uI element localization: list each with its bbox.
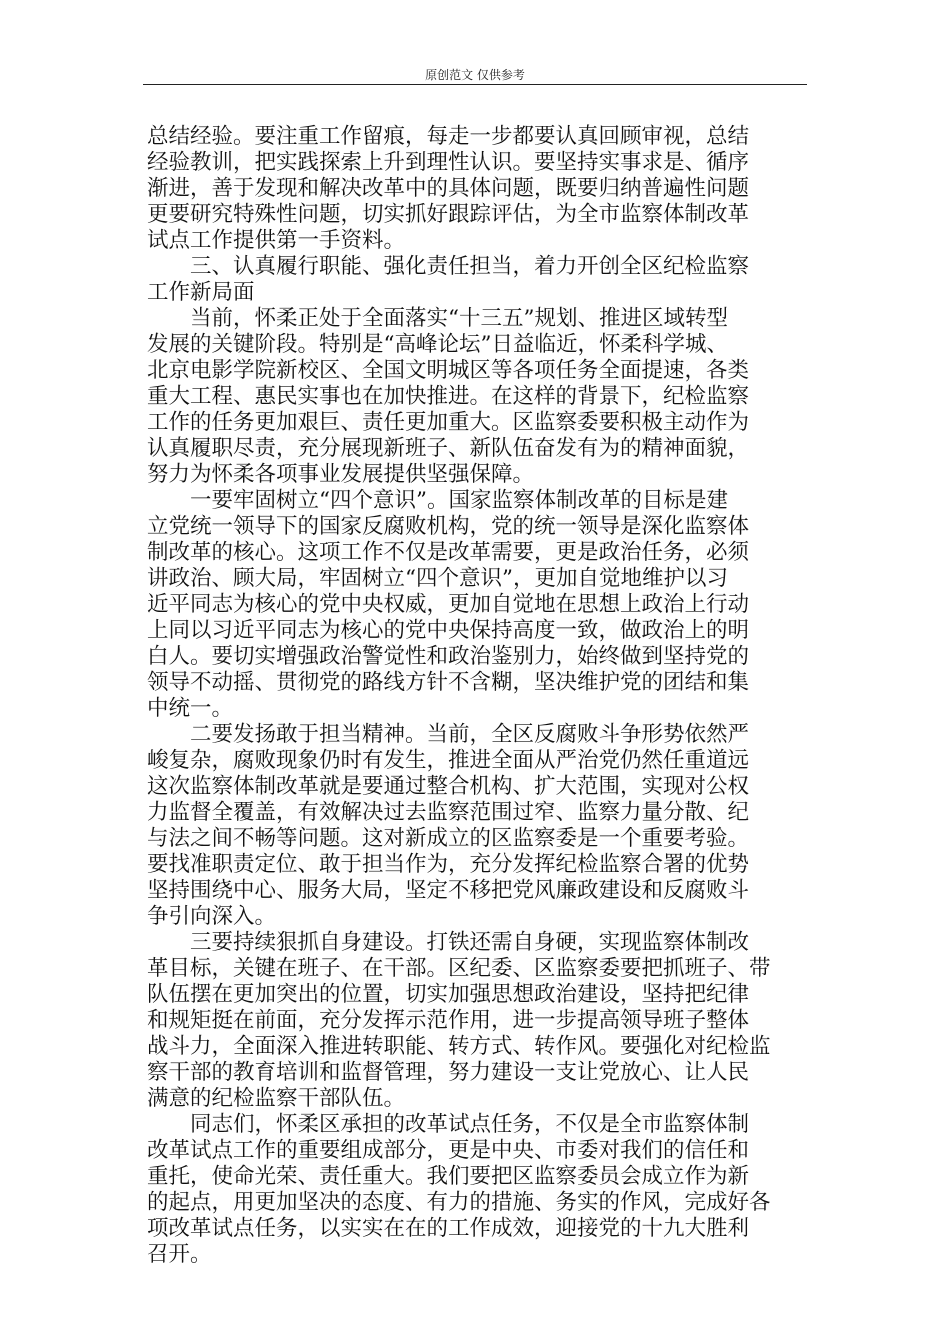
text-line: 战斗力，全面深入推进转职能、转方式、转作风。要强化对纪检监 [147,1034,771,1059]
paragraph-first-line: 同志们，怀柔区承担的改革试点任务，不仅是全市监察体制 [190,1112,750,1137]
page-header [143,64,807,85]
text-line: 近平同志为核心的党中央权威，更加自觉地在思想上政治上行动 [147,592,750,617]
text-line: 经验教训，把实践探索上升到理性认识。要坚持实事求是、循序 [147,150,750,175]
text-line: 队伍摆在更加突出的位置，切实加强思想政治建设，坚持把纪律 [147,982,750,1007]
paragraph-first-line: 三、认真履行职能、强化责任担当，着力开创全区纪检监察 [190,254,750,279]
text-line: 改革试点工作的重要组成部分，更是中央、市委对我们的信任和 [147,1138,750,1163]
text-line: 峻复杂，腐败现象仍时有发生，推进全面从严治党仍然任重道远 [147,748,750,773]
text-line: 讲政治、顾大局，牢固树立“四个意识”，更加自觉地维护以习 [147,566,728,591]
text-line: 的起点，用更加坚决的态度、有力的措施、务实的作风，完成好各 [147,1190,771,1215]
text-line: 上同以习近平同志为核心的党中央保持高度一致，做政治上的明 [147,618,750,643]
text-line: 认真履职尽责，充分展现新班子、新队伍奋发有为的精神面貌， [147,436,750,461]
text-line: 制改革的核心。这项工作不仅是改革需要，更是政治任务，必须 [147,540,750,565]
text-line: 力监督全覆盖，有效解决过去监察范围过窄、监察力量分散、纪 [147,800,750,825]
text-line: 召开。 [147,1242,212,1267]
text-line: 项改革试点任务，以实实在在的工作成效，迎接党的十九大胜利 [147,1216,750,1241]
text-line: 争引向深入。 [147,904,277,929]
text-line: 与法之间不畅等问题。这对新成立的区监察委是一个重要考验。 [147,826,750,851]
text-line: 革目标，关键在班子、在干部。区纪委、区监察委要把抓班子、带 [147,956,771,981]
paragraph-first-line: 三要持续狠抓自身建设。打铁还需自身硬，实现监察体制改 [190,930,750,955]
text-line: 白人。要切实增强政治警觉性和政治鉴别力，始终做到坚持党的 [147,644,750,669]
text-line: 这次监察体制改革就是要通过整合机构、扩大范围，实现对公权 [147,774,750,799]
text-line: 中统一。 [147,696,234,721]
text-line: 重大工程、惠民实事也在加快推进。在这样的背景下，纪检监察 [147,384,750,409]
text-line: 重托，使命光荣、责任重大。我们要把区监察委员会成立作为新 [147,1164,750,1189]
text-line: 领导不动摇、贯彻党的路线方针不含糊，坚决维护党的团结和集 [147,670,750,695]
text-line: 坚持围绕中心、服务大局，坚定不移把党风廉政建设和反腐败斗 [147,878,750,903]
text-line: 北京电影学院新校区、全国文明城区等各项任务全面提速，各类 [147,358,750,383]
text-line: 察干部的教育培训和监督管理，努力建设一支让党放心、让人民 [147,1060,750,1085]
text-line: 试点工作提供第一手资料。 [147,228,406,253]
text-line: 更要研究特殊性问题，切实抓好跟踪评估，为全市监察体制改革 [147,202,750,227]
text-line: 要找准职责定位、敢于担当作为，充分发挥纪检监察合署的优势 [147,852,750,877]
paragraph-first-line: 二要发扬敢于担当精神。当前，全区反腐败斗争形势依然严 [190,722,750,747]
paragraph-first-line: 当前，怀柔正处于全面落实“十三五”规划、推进区域转型 [190,306,728,331]
text-line: 和规矩挺在前面，充分发挥示范作用，进一步提高领导班子整体 [147,1008,750,1033]
text-line: 立党统一领导下的国家反腐败机构，党的统一领导是深化监察体 [147,514,750,539]
header-text: 原创范文 仅供参考 [425,68,525,82]
text-line: 努力为怀柔各项事业发展提供坚强保障。 [147,462,535,487]
document-body [147,124,811,1268]
text-line: 发展的关键阶段。特别是“高峰论坛”日益临近，怀柔科学城、 [147,332,728,357]
text-line: 总结经验。要注重工作留痕，每走一步都要认真回顾审视，总结 [147,124,750,149]
text-line: 工作的任务更加艰巨、责任更加重大。区监察委要积极主动作为 [147,410,750,435]
text-line: 工作新局面 [147,280,255,305]
text-line: 渐进，善于发现和解决改革中的具体问题，既要归纳普遍性问题 [147,176,750,201]
text-line: 满意的纪检监察干部队伍。 [147,1086,406,1111]
paragraph-first-line: 一要牢固树立“四个意识”。国家监察体制改革的目标是建 [190,488,728,513]
